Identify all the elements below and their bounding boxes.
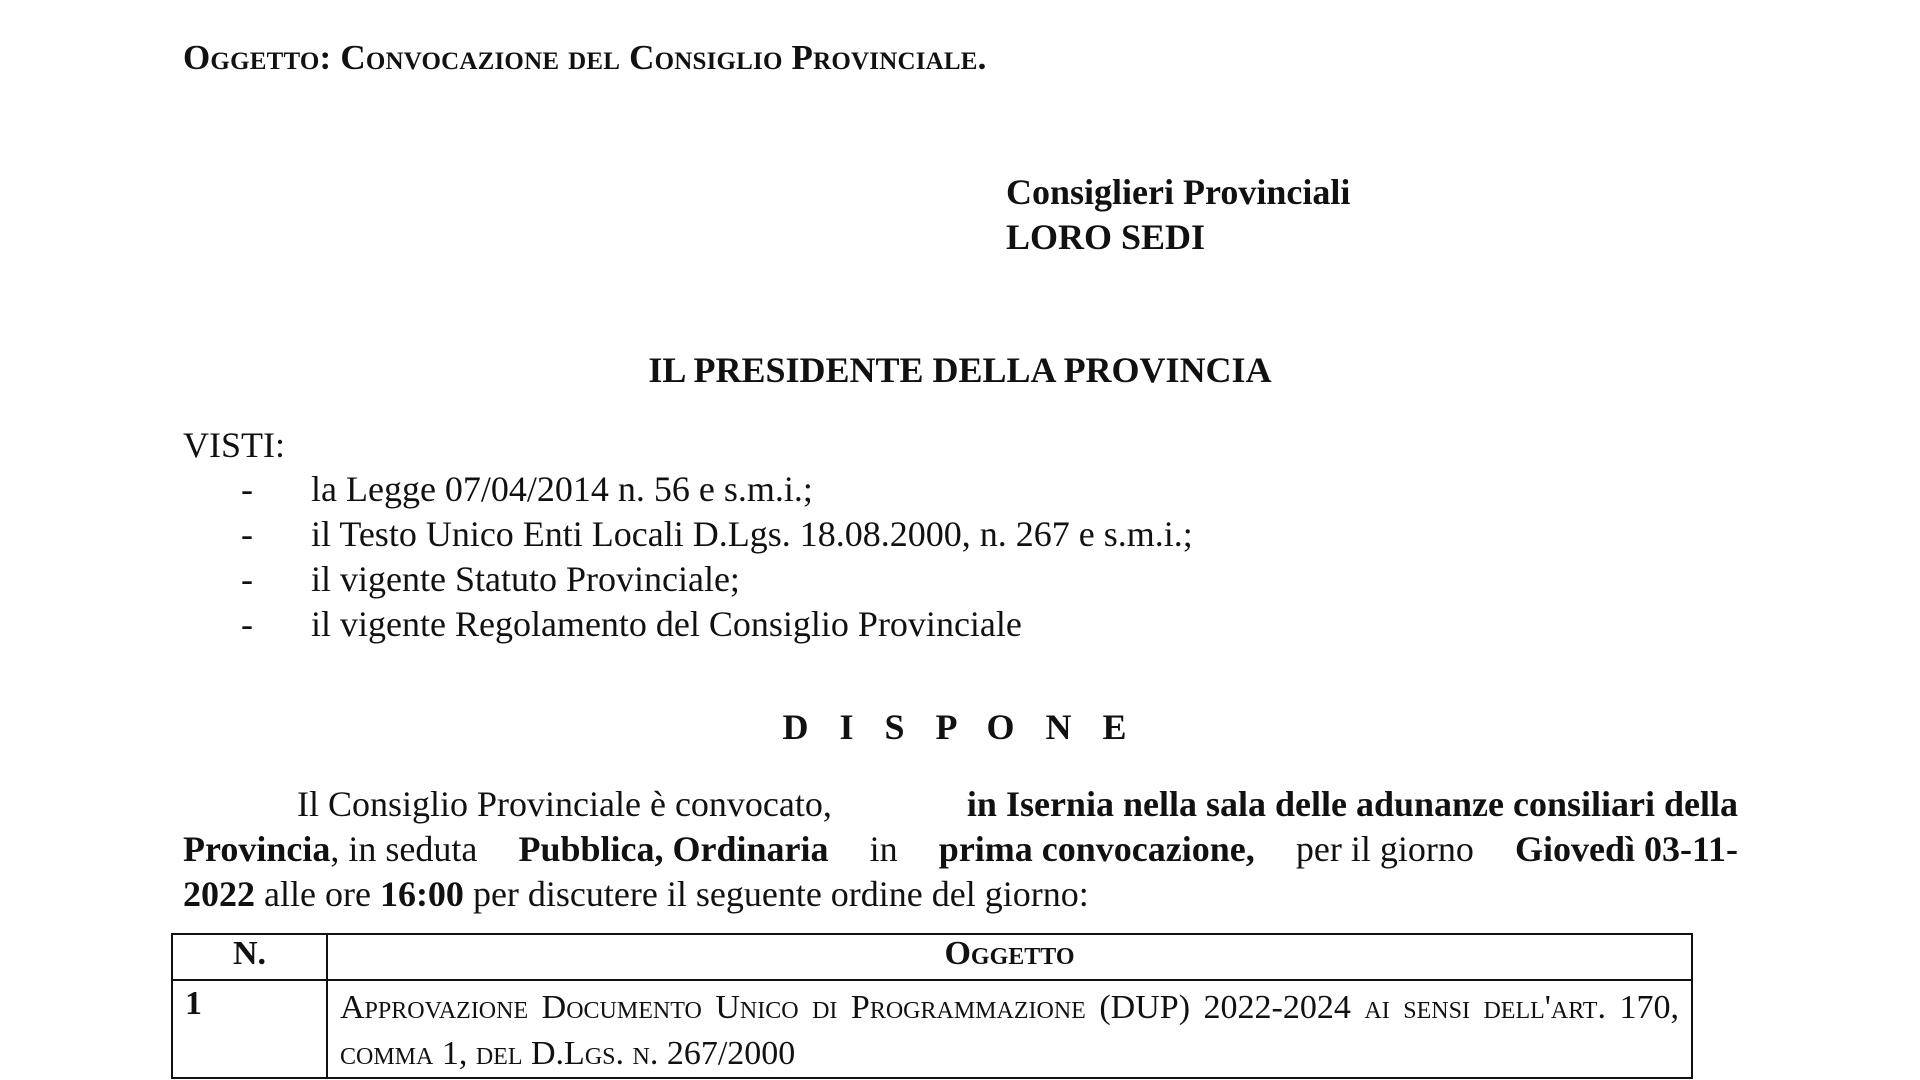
paragraph-line [183, 872, 1738, 917]
paragraph-bold: 2022 [183, 874, 255, 914]
column-header-subject: Oggetto [327, 934, 1692, 980]
paragraph-line [183, 827, 1738, 872]
visti-item-text: la Legge 07/04/2014 n. 56 e s.m.i.; [311, 469, 813, 509]
visti-label: VISTI: [183, 425, 285, 465]
paragraph-text: per il giorno [1295, 829, 1474, 869]
visti-item-text: il Testo Unico Enti Locali D.Lgs. 18.08.2000, n. 267 e s.m.i.; [311, 514, 1193, 554]
paragraph-text: Il Consiglio Provinciale è convocato, [297, 784, 832, 824]
paragraph-text: , in seduta [330, 829, 478, 869]
agenda-header-row [172, 934, 1692, 980]
agenda-item-subject: Approvazione Documento Unico di Programmazione (DUP) 2022-2024 ai sensi dell'art. 170, comma 1, del D.Lgs. n. 267/2000 [327, 980, 1692, 1078]
agenda-table [171, 933, 1693, 1079]
convocation-paragraph [183, 782, 1738, 917]
paragraph-text: in [869, 829, 898, 869]
paragraph-bold: 16:00 [379, 874, 464, 914]
paragraph-bold: Provincia [183, 829, 331, 869]
list-dash: - [241, 469, 253, 509]
document-heading: IL PRESIDENTE DELLA PROVINCIA [648, 350, 1272, 390]
paragraph-fragment [183, 827, 477, 872]
visti-item-text: il vigente Regolamento del Consiglio Provinciale [311, 604, 1022, 644]
paragraph-text: per discutere il seguente ordine del giorno: [463, 874, 1089, 914]
agenda-item-number: 1 [172, 980, 327, 1078]
paragraph-text: alle ore [255, 874, 380, 914]
list-dash: - [241, 559, 253, 599]
dispone-heading: D I S P O N E [782, 707, 1138, 747]
addressee-line-1: Consiglieri Provinciali [1006, 172, 1351, 212]
list-dash: - [241, 604, 253, 644]
list-dash: - [241, 514, 253, 554]
paragraph-line [183, 782, 1738, 827]
paragraph-bold: prima convocazione, [938, 829, 1255, 869]
column-header-number: N. [172, 934, 327, 980]
document-subject: Oggetto: Convocazione del Consiglio Provinciale. [183, 38, 987, 77]
paragraph-bold: in Isernia nella sala delle adunanze consiliari della [966, 784, 1738, 824]
addressee-line-2: LORO SEDI [1006, 217, 1206, 257]
paragraph-bold: Pubblica, Ordinaria [518, 829, 829, 869]
addressee-block [1006, 170, 1350, 260]
paragraph-bold: Giovedì 03-11- [1515, 829, 1738, 869]
visti-item-text: il vigente Statuto Provinciale; [311, 559, 740, 599]
table-row [172, 980, 1692, 1078]
